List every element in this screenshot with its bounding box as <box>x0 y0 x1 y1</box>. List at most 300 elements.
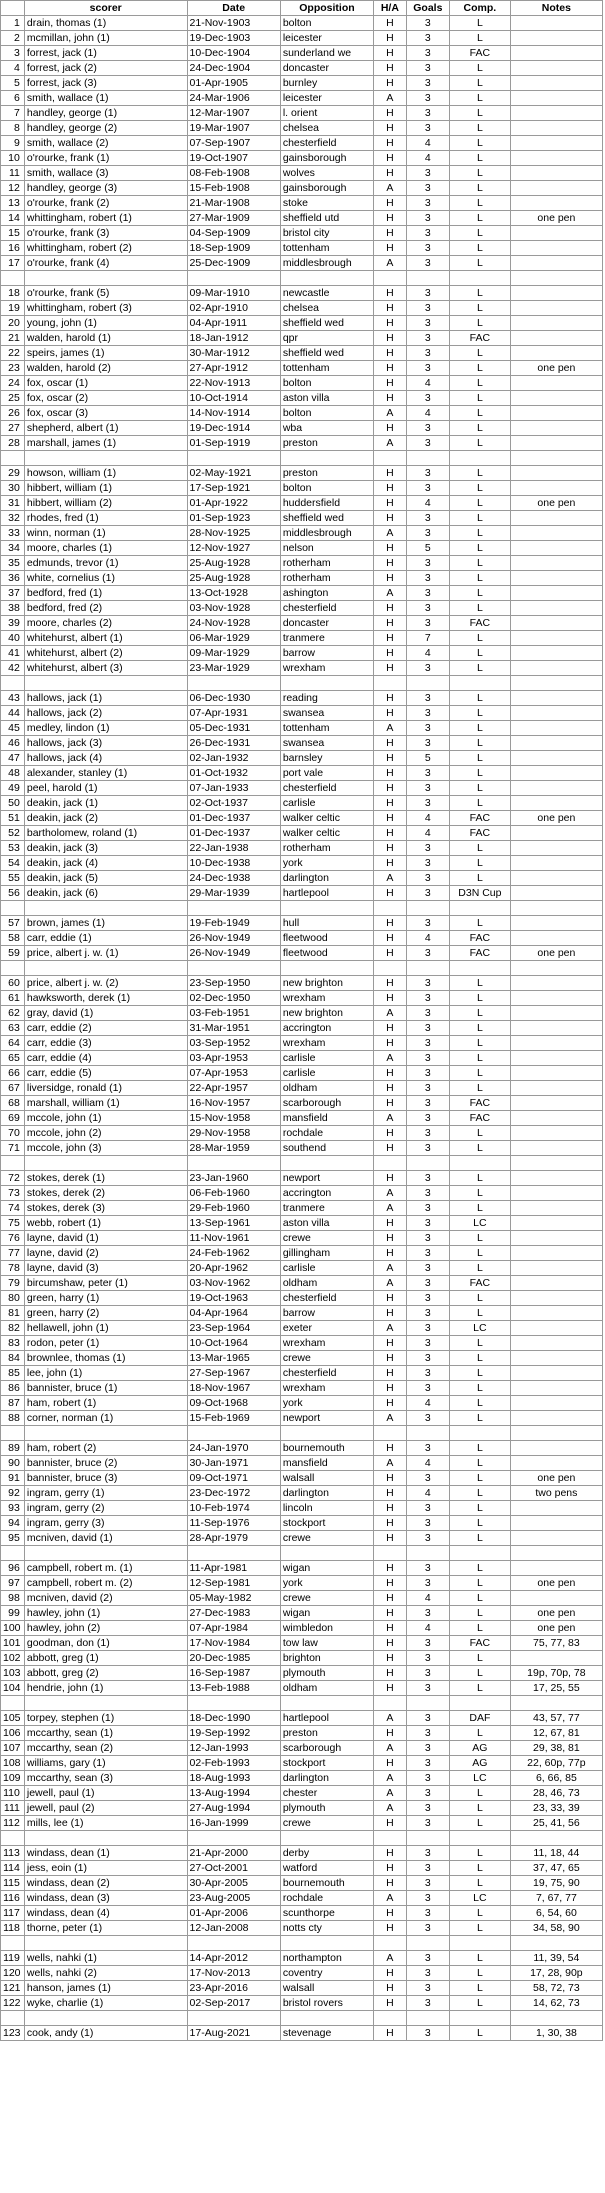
cell-goals: 4 <box>406 826 449 841</box>
table-row <box>1 931 603 946</box>
cell-index: 3 <box>1 46 25 61</box>
cell-date: 26-Dec-1931 <box>187 736 280 751</box>
cell-goals: 3 <box>406 1531 449 1546</box>
cell-date: 01-Sep-1919 <box>187 436 280 451</box>
cell-date: 22-Nov-1913 <box>187 376 280 391</box>
table-row <box>1 1066 603 1081</box>
empty-cell <box>187 676 280 691</box>
empty-cell <box>1 961 25 976</box>
empty-cell <box>406 1831 449 1846</box>
cell-home-away: H <box>374 841 407 856</box>
empty-cell <box>1 1831 25 1846</box>
cell-notes <box>510 76 602 91</box>
table-row <box>1 1306 603 1321</box>
cell-index: 105 <box>1 1711 25 1726</box>
cell-date: 27-Aug-1994 <box>187 1801 280 1816</box>
empty-cell <box>374 1426 407 1441</box>
cell-goals: 3 <box>406 16 449 31</box>
cell-opposition: darlington <box>280 1486 373 1501</box>
cell-home-away: H <box>374 466 407 481</box>
cell-opposition: qpr <box>280 331 373 346</box>
cell-notes <box>510 976 602 991</box>
cell-competition: L <box>450 256 511 271</box>
cell-notes <box>510 46 602 61</box>
empty-cell <box>450 1696 511 1711</box>
cell-date: 21-Apr-2000 <box>187 1846 280 1861</box>
cell-index: 54 <box>1 856 25 871</box>
table-row <box>1 766 603 781</box>
cell-goals: 4 <box>406 1591 449 1606</box>
cell-goals: 3 <box>406 121 449 136</box>
cell-competition: L <box>450 1846 511 1861</box>
table-row <box>1 61 603 76</box>
cell-notes: one pen <box>510 1471 602 1486</box>
table-row <box>1 1366 603 1381</box>
cell-scorer: hawley, john (1) <box>24 1606 187 1621</box>
cell-scorer: o'rourke, frank (3) <box>24 226 187 241</box>
cell-home-away: H <box>374 2026 407 2041</box>
cell-index: 81 <box>1 1306 25 1321</box>
cell-index: 22 <box>1 346 25 361</box>
cell-notes <box>510 541 602 556</box>
cell-competition: L <box>450 1591 511 1606</box>
cell-date: 19-Oct-1963 <box>187 1291 280 1306</box>
table-row <box>1 946 603 961</box>
cell-index: 12 <box>1 181 25 196</box>
cell-competition: L <box>450 856 511 871</box>
cell-notes <box>510 856 602 871</box>
cell-goals: 3 <box>406 1981 449 1996</box>
cell-home-away: A <box>374 1276 407 1291</box>
cell-goals: 3 <box>406 481 449 496</box>
cell-date: 11-Sep-1976 <box>187 1516 280 1531</box>
empty-cell <box>280 1936 373 1951</box>
cell-home-away: H <box>374 316 407 331</box>
cell-notes <box>510 1441 602 1456</box>
cell-date: 28-Mar-1959 <box>187 1141 280 1156</box>
cell-scorer: green, harry (2) <box>24 1306 187 1321</box>
cell-scorer: hallows, jack (4) <box>24 751 187 766</box>
cell-home-away: A <box>374 526 407 541</box>
cell-date: 07-Apr-1984 <box>187 1621 280 1636</box>
cell-notes <box>510 1171 602 1186</box>
cell-notes <box>510 256 602 271</box>
cell-home-away: H <box>374 196 407 211</box>
cell-index: 110 <box>1 1786 25 1801</box>
cell-goals: 3 <box>406 1096 449 1111</box>
cell-index: 47 <box>1 751 25 766</box>
cell-date: 16-Jan-1999 <box>187 1816 280 1831</box>
cell-index: 4 <box>1 61 25 76</box>
cell-opposition: walsall <box>280 1471 373 1486</box>
cell-home-away: A <box>374 1786 407 1801</box>
cell-date: 23-Apr-2016 <box>187 1981 280 1996</box>
empty-cell <box>510 1546 602 1561</box>
table-row <box>1 1096 603 1111</box>
empty-cell <box>24 1426 187 1441</box>
cell-goals: 3 <box>406 1861 449 1876</box>
cell-date: 12-Jan-2008 <box>187 1921 280 1936</box>
empty-cell <box>280 1546 373 1561</box>
cell-opposition: middlesbrough <box>280 256 373 271</box>
table-row <box>1 631 603 646</box>
cell-competition: L <box>450 526 511 541</box>
cell-date: 12-Nov-1927 <box>187 541 280 556</box>
header-notes: Notes <box>510 1 602 16</box>
cell-goals: 5 <box>406 541 449 556</box>
table-row <box>1 136 603 151</box>
cell-scorer: stokes, derek (1) <box>24 1171 187 1186</box>
cell-index: 102 <box>1 1651 25 1666</box>
cell-competition: L <box>450 1516 511 1531</box>
cell-home-away: H <box>374 1816 407 1831</box>
empty-cell <box>374 1696 407 1711</box>
cell-index: 55 <box>1 871 25 886</box>
cell-home-away: H <box>374 1081 407 1096</box>
cell-opposition: stevenage <box>280 2026 373 2041</box>
cell-opposition: tranmere <box>280 1201 373 1216</box>
cell-index: 15 <box>1 226 25 241</box>
cell-notes: 6, 66, 85 <box>510 1771 602 1786</box>
cell-notes <box>510 91 602 106</box>
cell-index: 59 <box>1 946 25 961</box>
cell-scorer: mcmillan, john (1) <box>24 31 187 46</box>
empty-cell <box>510 1936 602 1951</box>
cell-goals: 3 <box>406 1576 449 1591</box>
cell-home-away: H <box>374 151 407 166</box>
cell-scorer: price, albert j. w. (1) <box>24 946 187 961</box>
cell-opposition: scunthorpe <box>280 1906 373 1921</box>
cell-scorer: o'rourke, frank (4) <box>24 256 187 271</box>
cell-home-away: H <box>374 1231 407 1246</box>
cell-home-away: H <box>374 811 407 826</box>
cell-goals: 3 <box>406 556 449 571</box>
cell-goals: 3 <box>406 331 449 346</box>
cell-competition: FAC <box>450 1636 511 1651</box>
cell-index: 31 <box>1 496 25 511</box>
cell-opposition: walsall <box>280 1981 373 1996</box>
cell-date: 14-Apr-2012 <box>187 1951 280 1966</box>
cell-date: 12-Sep-1981 <box>187 1576 280 1591</box>
cell-index: 94 <box>1 1516 25 1531</box>
cell-scorer: shepherd, albert (1) <box>24 421 187 436</box>
cell-opposition: wrexham <box>280 1336 373 1351</box>
cell-index: 36 <box>1 571 25 586</box>
cell-competition: FAC <box>450 826 511 841</box>
cell-opposition: plymouth <box>280 1801 373 1816</box>
cell-goals: 3 <box>406 1366 449 1381</box>
cell-index: 117 <box>1 1906 25 1921</box>
cell-date: 07-Jan-1933 <box>187 781 280 796</box>
header-index <box>1 1 25 16</box>
empty-cell <box>187 1696 280 1711</box>
cell-goals: 3 <box>406 211 449 226</box>
cell-date: 18-Nov-1967 <box>187 1381 280 1396</box>
empty-cell <box>510 1696 602 1711</box>
table-row <box>1 871 603 886</box>
cell-date: 15-Feb-1908 <box>187 181 280 196</box>
cell-scorer: rodon, peter (1) <box>24 1336 187 1351</box>
cell-competition: D3N Cup <box>450 886 511 901</box>
cell-competition: L <box>450 166 511 181</box>
cell-date: 19-Mar-1907 <box>187 121 280 136</box>
empty-cell <box>450 1936 511 1951</box>
empty-cell <box>374 676 407 691</box>
cell-goals: 3 <box>406 1261 449 1276</box>
cell-opposition: crewe <box>280 1231 373 1246</box>
cell-competition: L <box>450 1036 511 1051</box>
table-row <box>1 1051 603 1066</box>
cell-date: 27-Mar-1909 <box>187 211 280 226</box>
cell-home-away: A <box>374 1711 407 1726</box>
cell-home-away: H <box>374 706 407 721</box>
cell-goals: 3 <box>406 1786 449 1801</box>
cell-index: 92 <box>1 1486 25 1501</box>
cell-index: 24 <box>1 376 25 391</box>
cell-opposition: plymouth <box>280 1666 373 1681</box>
cell-goals: 3 <box>406 466 449 481</box>
cell-goals: 3 <box>406 1411 449 1426</box>
cell-goals: 3 <box>406 1021 449 1036</box>
cell-date: 20-Dec-1985 <box>187 1651 280 1666</box>
cell-date: 07-Apr-1953 <box>187 1066 280 1081</box>
cell-index: 89 <box>1 1441 25 1456</box>
cell-index: 61 <box>1 991 25 1006</box>
cell-date: 01-Oct-1932 <box>187 766 280 781</box>
cell-goals: 3 <box>406 226 449 241</box>
table-row <box>1 1621 603 1636</box>
cell-scorer: whitehurst, albert (2) <box>24 646 187 661</box>
cell-date: 18-Dec-1990 <box>187 1711 280 1726</box>
cell-date: 01-Sep-1923 <box>187 511 280 526</box>
cell-goals: 4 <box>406 376 449 391</box>
empty-cell <box>280 676 373 691</box>
empty-cell <box>406 1696 449 1711</box>
empty-cell <box>510 451 602 466</box>
cell-home-away: H <box>374 1381 407 1396</box>
cell-competition: DAF <box>450 1711 511 1726</box>
cell-index: 123 <box>1 2026 25 2041</box>
table-row <box>1 721 603 736</box>
cell-index: 84 <box>1 1351 25 1366</box>
empty-cell <box>510 1426 602 1441</box>
table-row <box>1 1126 603 1141</box>
empty-cell <box>1 1156 25 1171</box>
cell-home-away: H <box>374 1441 407 1456</box>
cell-index: 91 <box>1 1471 25 1486</box>
cell-competition: L <box>450 841 511 856</box>
cell-home-away: A <box>374 1456 407 1471</box>
cell-home-away: H <box>374 1966 407 1981</box>
table-row <box>1 166 603 181</box>
cell-competition: L <box>450 781 511 796</box>
cell-notes <box>510 241 602 256</box>
empty-cell <box>450 676 511 691</box>
cell-index: 90 <box>1 1456 25 1471</box>
cell-date: 19-Dec-1903 <box>187 31 280 46</box>
empty-cell <box>374 271 407 286</box>
empty-cell <box>1 2011 25 2026</box>
cell-scorer: jess, eoin (1) <box>24 1861 187 1876</box>
cell-date: 28-Nov-1925 <box>187 526 280 541</box>
empty-cell <box>280 1426 373 1441</box>
cell-index: 44 <box>1 706 25 721</box>
table-row <box>1 1741 603 1756</box>
cell-scorer: whittingham, robert (1) <box>24 211 187 226</box>
empty-cell <box>1 676 25 691</box>
cell-opposition: exeter <box>280 1321 373 1336</box>
cell-competition: L <box>450 1171 511 1186</box>
cell-index: 29 <box>1 466 25 481</box>
cell-goals: 4 <box>406 931 449 946</box>
cell-date: 24-Mar-1906 <box>187 91 280 106</box>
cell-index: 93 <box>1 1501 25 1516</box>
cell-competition: L <box>450 241 511 256</box>
cell-scorer: hawley, john (2) <box>24 1621 187 1636</box>
cell-notes <box>510 886 602 901</box>
cell-index: 40 <box>1 631 25 646</box>
cell-goals: 3 <box>406 586 449 601</box>
cell-index: 97 <box>1 1576 25 1591</box>
cell-home-away: H <box>374 361 407 376</box>
cell-opposition: mansfield <box>280 1456 373 1471</box>
cell-home-away: H <box>374 1981 407 1996</box>
cell-notes <box>510 1186 602 1201</box>
cell-opposition: tottenham <box>280 361 373 376</box>
table-row <box>1 2026 603 2041</box>
cell-notes <box>510 1261 602 1276</box>
cell-index: 17 <box>1 256 25 271</box>
cell-goals: 3 <box>406 1741 449 1756</box>
cell-goals: 3 <box>406 691 449 706</box>
cell-date: 29-Mar-1939 <box>187 886 280 901</box>
cell-competition: L <box>450 1531 511 1546</box>
empty-cell <box>280 451 373 466</box>
cell-opposition: accrington <box>280 1186 373 1201</box>
cell-competition: FAC <box>450 1276 511 1291</box>
cell-date: 17-Aug-2021 <box>187 2026 280 2041</box>
cell-date: 03-Nov-1928 <box>187 601 280 616</box>
cell-scorer: abbott, greg (2) <box>24 1666 187 1681</box>
table-row <box>1 856 603 871</box>
cell-home-away: H <box>374 646 407 661</box>
cell-opposition: gainsborough <box>280 151 373 166</box>
cell-home-away: H <box>374 631 407 646</box>
table-row <box>1 1906 603 1921</box>
cell-home-away: H <box>374 346 407 361</box>
cell-index: 80 <box>1 1291 25 1306</box>
cell-index: 104 <box>1 1681 25 1696</box>
cell-competition: L <box>450 661 511 676</box>
table-row <box>1 646 603 661</box>
cell-goals: 3 <box>406 796 449 811</box>
cell-notes <box>510 1516 602 1531</box>
cell-goals: 3 <box>406 1666 449 1681</box>
cell-notes <box>510 931 602 946</box>
cell-notes: 17, 25, 55 <box>510 1681 602 1696</box>
cell-date: 13-Mar-1965 <box>187 1351 280 1366</box>
cell-notes <box>510 1231 602 1246</box>
cell-scorer: white, cornelius (1) <box>24 571 187 586</box>
empty-cell <box>450 2011 511 2026</box>
empty-cell <box>187 1831 280 1846</box>
table-row <box>1 1021 603 1036</box>
cell-notes <box>510 136 602 151</box>
cell-notes <box>510 706 602 721</box>
cell-notes: 12, 67, 81 <box>510 1726 602 1741</box>
cell-competition: FAC <box>450 946 511 961</box>
cell-scorer: hallows, jack (3) <box>24 736 187 751</box>
cell-notes <box>510 286 602 301</box>
cell-competition: L <box>450 1966 511 1981</box>
cell-competition: L <box>450 1186 511 1201</box>
cell-goals: 3 <box>406 346 449 361</box>
table-row <box>1 796 603 811</box>
cell-notes <box>510 406 602 421</box>
cell-home-away: H <box>374 1501 407 1516</box>
cell-goals: 3 <box>406 1006 449 1021</box>
cell-notes <box>510 526 602 541</box>
cell-home-away: H <box>374 1036 407 1051</box>
cell-scorer: hanson, james (1) <box>24 1981 187 1996</box>
cell-notes <box>510 1321 602 1336</box>
cell-index: 39 <box>1 616 25 631</box>
table-row <box>1 1171 603 1186</box>
table-row <box>1 1201 603 1216</box>
cell-opposition: newport <box>280 1411 373 1426</box>
cell-competition: L <box>450 1486 511 1501</box>
cell-home-away: H <box>374 601 407 616</box>
table-row <box>1 286 603 301</box>
cell-notes: two pens <box>510 1486 602 1501</box>
cell-scorer: mills, lee (1) <box>24 1816 187 1831</box>
cell-index: 2 <box>1 31 25 46</box>
cell-notes: 6, 54, 60 <box>510 1906 602 1921</box>
cell-home-away: H <box>374 1636 407 1651</box>
cell-home-away: H <box>374 16 407 31</box>
cell-date: 12-Jan-1993 <box>187 1741 280 1756</box>
table-row <box>1 691 603 706</box>
separator-row <box>1 271 603 286</box>
cell-home-away: H <box>374 1876 407 1891</box>
cell-index: 20 <box>1 316 25 331</box>
cell-notes <box>510 691 602 706</box>
cell-competition: L <box>450 76 511 91</box>
cell-index: 111 <box>1 1801 25 1816</box>
empty-cell <box>406 1426 449 1441</box>
cell-notes <box>510 916 602 931</box>
table-row <box>1 1411 603 1426</box>
empty-cell <box>24 1156 187 1171</box>
cell-competition: L <box>450 796 511 811</box>
cell-date: 24-Dec-1938 <box>187 871 280 886</box>
table-row <box>1 1441 603 1456</box>
empty-cell <box>450 1831 511 1846</box>
cell-date: 02-May-1921 <box>187 466 280 481</box>
table-row <box>1 1726 603 1741</box>
cell-date: 28-Apr-1979 <box>187 1531 280 1546</box>
cell-notes: one pen <box>510 361 602 376</box>
cell-date: 27-Oct-2001 <box>187 1861 280 1876</box>
cell-scorer: ingram, gerry (3) <box>24 1516 187 1531</box>
cell-notes <box>510 1006 602 1021</box>
cell-notes <box>510 736 602 751</box>
cell-index: 5 <box>1 76 25 91</box>
empty-cell <box>187 2011 280 2026</box>
empty-cell <box>187 1546 280 1561</box>
table-row <box>1 31 603 46</box>
cell-home-away: H <box>374 166 407 181</box>
